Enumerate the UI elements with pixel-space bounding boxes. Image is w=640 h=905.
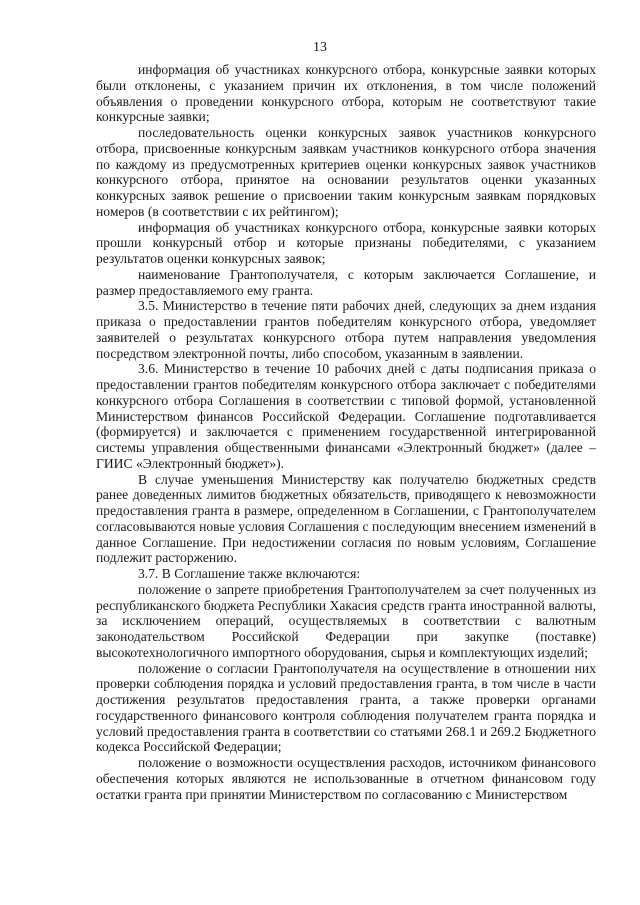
paragraph-section-3-7: 3.7. В Соглашение также включаются: [138, 566, 361, 581]
paragraph-currency-prohibition: положение о запрете приобретения Грантополучателем за счет полученных из республиканского бюджета Республики Хакасия средств гранта иностранной валюты, за исключением операций, осуществляемых в соответствии с валютным законодательством Российской Федерации при закупке (поставке) высокотехнологичного импортного оборудования, сырья и комплектующих изделий; [96, 581, 596, 660]
document-body [96, 62, 596, 802]
paragraph-inspection-consent: положение о согласии Грантополучателя на осуществление в отношении них проверки соблюдения порядка и условий предоставления гранта, в том числе в части достижения результатов предоставления гранта, а также проверки органами государственного финансового контроля соблюдения получателем гранта порядка и условий предоставления гранта в соответствии со статьями 268.1 и 269.2 Бюджетного кодекса Российской Федерации; [96, 660, 596, 755]
paragraph-unused-balance: положение о возможности осуществления расходов, источником финансового обеспечения которых являются не использованные в отчетном финансовом году остатки гранта при принятии Министерством по согласованию с Министерством [96, 755, 596, 802]
paragraph-rejected-participants-info: информация об участниках конкурсного отбора, конкурсные заявки которых были отклонены, с указанием причин их отклонения, в том числе положений объявления о проведении конкурсного отбора, которым не соответствуют такие конкурсные заявки; [96, 62, 596, 125]
paragraph-winners-info: информация об участниках конкурсного отбора, конкурсные заявки которых прошли конкурсный отбор и которые признаны победителями, с указанием результатов оценки конкурсных заявок; [96, 219, 596, 266]
page-number: 13 [313, 40, 327, 55]
paragraph-section-3-6: 3.6. Министерство в течение 10 рабочих дней с даты подписания приказа о предоставлении грантов победителям конкурсного отбора заключает с победителями конкурсного отбора Соглашения в соответствии с типовой формой, установленной Министерством финансов Российской Федерации. Соглашение подготавливается (формируется) и заключается с применением государственной интегрированной системы управления общественными финансами «Электронный бюджет» (далее – ГИИС «Электронный бюджет»). [96, 361, 596, 471]
paragraph-evaluation-sequence: последовательность оценки конкурсных заявок участников конкурсного отбора, присвоенные конкурсным заявкам участников конкурсного отбора значения по каждому из предусмотренных критериев оценки конкурсных заявок участников конкурсного отбора, принятое на основании результатов оценки указанных конкурсных заявок решение о присвоении таким конкурсным заявкам порядковых номеров (в соответствии с их рейтингом); [96, 125, 596, 219]
paragraph-grantee-name: наименование Грантополучателя, с которым заключается Соглашение, и размер предоставляемого ему гранта. [96, 266, 596, 298]
paragraph-budget-reduction: В случае уменьшения Министерству как получателю бюджетных средств ранее доведенных лимитов бюджетных обязательств, приводящего к невозможности предоставления гранта в размере, определенном в Соглашении, с Грантополучателем согласовываются новые условия Соглашения с последующим внесением изменений в данное Соглашение. При недостижении согласия по новым условиям, Соглашение подлежит расторжению. [96, 471, 596, 566]
paragraph-section-3-5: 3.5. Министерство в течение пяти рабочих дней, следующих за днем издания приказа о предоставлении грантов победителям конкурсного отбора, уведомляет заявителей о результатах конкурсного отбора путем направления уведомления посредством электронной почты, либо способом, указанным в заявлении. [96, 298, 596, 361]
